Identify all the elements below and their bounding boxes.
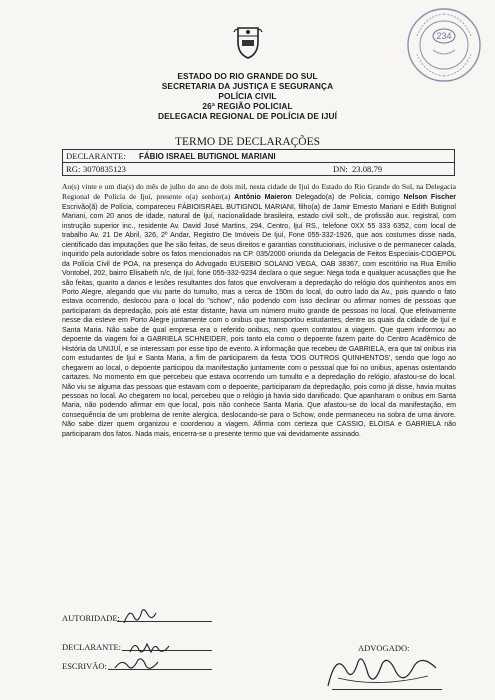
intro-text: Ao(s) vinte e um dia(s) do mês de julho do ano de dois mil, nesta cidade de Ijuí do Estado do Rio Grande do Sul, na Delegacia Regional de Polícia de Ijuí, presente o(a) senhor(a)	[62, 182, 456, 202]
header-state: ESTADO DO RIO GRANDE DO SUL	[177, 71, 318, 81]
dn-label: DN:	[333, 164, 348, 174]
header-region: 26ª REGIÃO POLICIAL	[202, 101, 293, 111]
dn-value: 23.08.79	[352, 164, 383, 174]
document-title: TERMO DE DECLARAÇÕES	[174, 136, 321, 148]
clerk-signature	[112, 654, 162, 676]
header-secretariat: SECRETARIA DA JUSTIÇA E SEGURANÇA	[161, 81, 334, 91]
lawyer-label: ADVOGADO:	[358, 643, 410, 653]
authority-signature	[120, 605, 160, 627]
declarant-name: FÁBIO ISRAEL BUTIGNOL MARIANI	[139, 151, 276, 161]
rg-value: 3070835123	[83, 164, 126, 174]
header-delegacy: DELEGACIA REGIONAL DE POLÍCIA DE IJUÍ	[157, 111, 338, 121]
delegate-text: Delegado(a) de Polícia, comigo	[291, 194, 404, 202]
authority-name: Antônio Maieron	[234, 194, 292, 202]
clerk-label: ESCRIVÃO:	[62, 661, 107, 671]
header-police: POLÍCIA CIVIL	[218, 91, 277, 101]
declarant-signature-label: DECLARANTE:	[62, 642, 122, 652]
declarant-label: DECLARANTE:	[66, 151, 126, 161]
authority-label: AUTORIDADE:	[62, 613, 120, 623]
rg-label: RG:	[66, 164, 81, 174]
statement-text: Escrivão(ã) de Polícia, compareceu FÁBIOISRAEL BUTIGNOL MARIANI, filho(a) de Jamir Ernesto Mariani e Edith Butignol Mariani, com 20 anos de idade, natural de Ijuí, nacionalidade brasileira, estado civil solt., de profissão aux. registral, com instrução superior inc., residente Av. David José Martins, 294, Centro, Ijuí RS., telefone 0XX 55 333 6352, com local de trabalho Av. 21 De Abril, 326, 2º Andar, Registro De Imóveis De Ijuí, Fone 055-332-1926, que aos costumes disse nada, cientificado das imputações que lhe são feitas, de seus direitos e garantias constitucionais, inclusive o de permanecer calada, inquirido pela autoridade sobre os fatos mencionados na CP. 035/2000 oriunda da Delegacia de Feitos Especiais-COGEPOL da Polícia Civil de POA, na presença do Advogado EUSEBIO SOLANO VEGA, OAB 38367, com escritório na Rua Emílio Vontobel, 202, bairro Elisabeth n/c, de Ijuí, fone 055-332-9234 declara o que segue: Nega toda e qualquer acusações que lhe são feitas, quanto a danos e lesões resultantes dos fatos que envolveram a depredação do relógio dos quinhentos anos em Porto Alegre, alegando que viu parte do tumulto, mas a cerca de 150m do local, do outro lado da Av., pois quando o fato estava ocorrendo, deslocou para o local do "schow", não podendo com isso declinar ou afirmar nomes de pessoas que participaram da depredação, pois até estar distante, havia um número muito grande de pessoas no local. Que efetivamente nesse dia esteve em Porto Alegre juntamente com o onibus que transportou estudantes, dentre os quais da cidade de Ijuí e Santa Maria. Não sabe de qual empresa era o referido onibus, nem quem contratou a viagem. Que quem informou ao depoente da viagem foi a GABRIELA SCHNEIDER, pois tanto ela como o depoente fazem parte do Centro Acadêmico de História da UNIJUÍ, e se interessam por esse tipo de evento. A informação que recebeu de GABRIELA, era que tal onibus iria com estudantes de Ijuí e Santa Maria, a fim de participarem da festa 'DOS OUTROS QUINHENTOS', sendo que logo ao chegarem ao local, o depoente participou da manifestação juntamente com o pessoal que foi no onibus, apenas ostentando cartazes. No momento em que percebeu que estava ocorrendo um tumulto e a depredação do relógio, afastou-se do local. Não viu se alguma das pessoas que estavam com o depoente, participaram da depredação, pois como já disse, havia muitas pessoas no local. Ao chegarem no local, percebeu que o relógio já havia sido danificado. Que apanharam o onibus em Santa Maria, não podendo afirmar em que local, pois não conhece Santa Maria. Que afastou-se do local da manifestação, em consequência de um problema de renite alergica, deslocando-se para o Schow, onde permaneceu na sobra de uma árvore. Não sabe dizer quem organizou e coordenou a viagem. Afirma com certeza que CASSIO, ELOISA e GABRIELA não participaram dos fatos. Nada mais, encerra-se o presente termo que vai devidamente assinado.	[62, 203, 456, 438]
clerk-name: Nelson Fischer	[403, 194, 456, 202]
lawyer-signature	[318, 648, 443, 693]
svg-text:234: 234	[436, 31, 452, 41]
